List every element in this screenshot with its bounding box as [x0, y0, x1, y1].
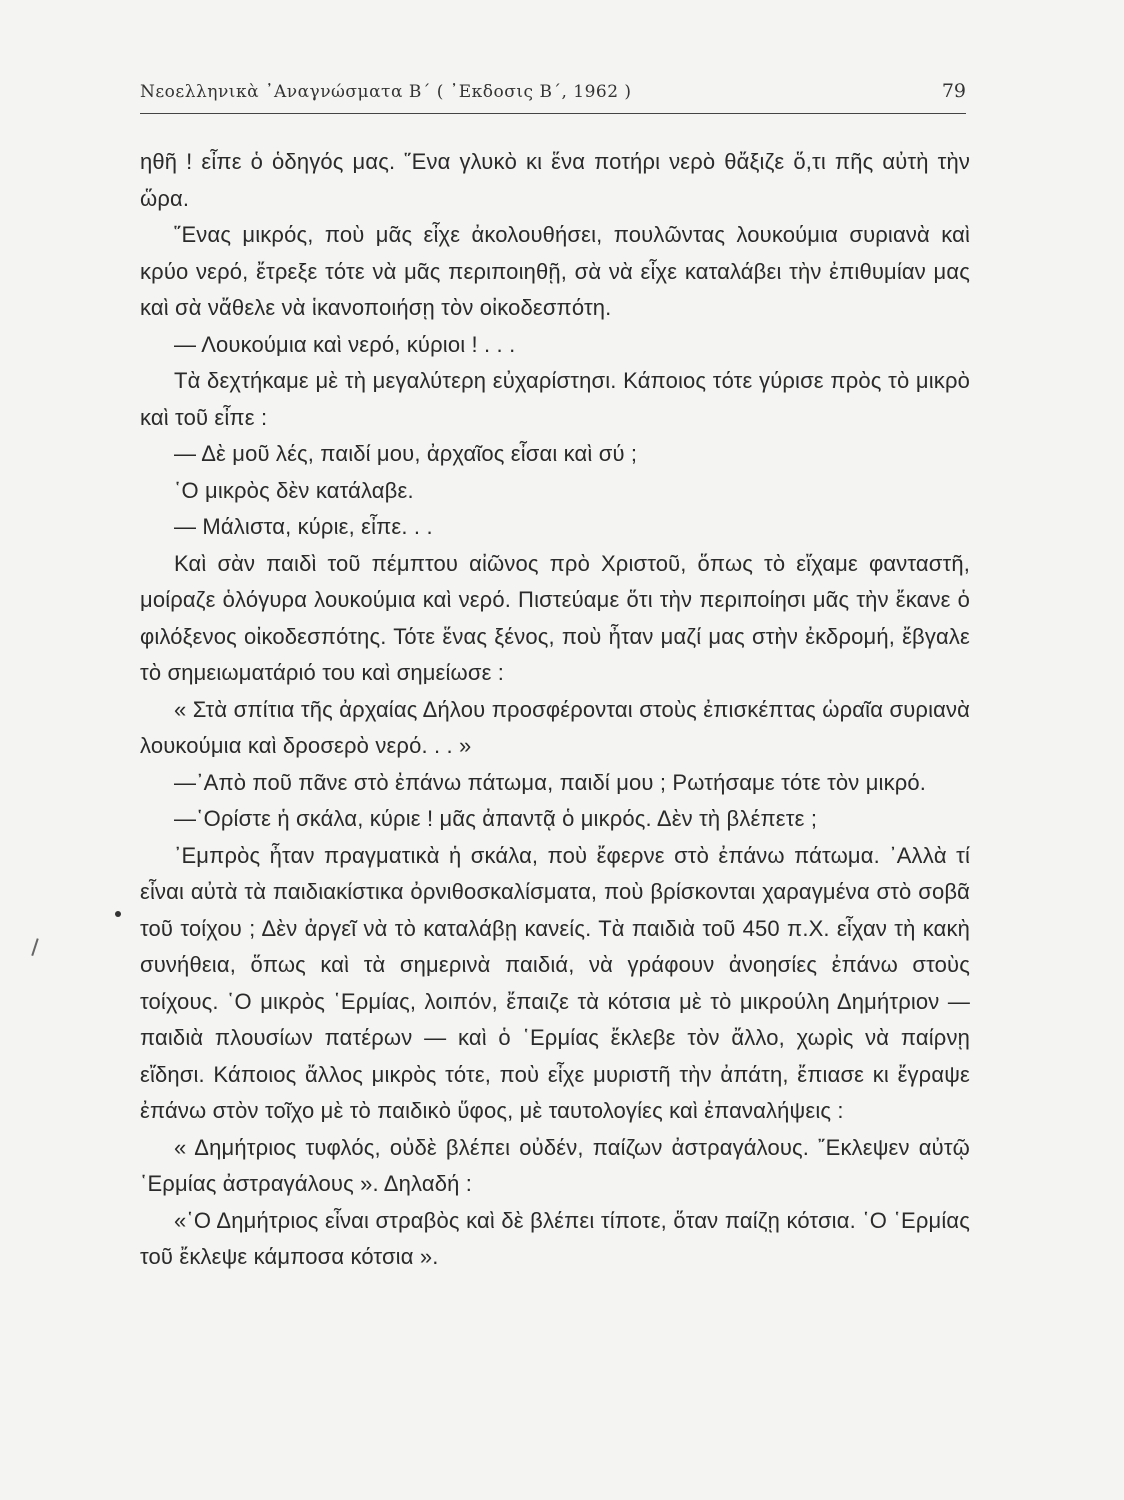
margin-tick-mark	[31, 938, 38, 956]
dialogue-line: — Δὲ μοῦ λές, παιδί μου, ἀρχαῖος εἶσαι καὶ σύ ;	[174, 441, 638, 466]
running-header	[140, 78, 966, 108]
dialogue-line: —᾿Απὸ ποῦ πᾶνε στὸ ἐπάνω πάτωμα, παιδί μου ; Ρωτήσαμε τότε τὸν μικρό.	[174, 769, 927, 795]
paragraph: ῾Ο μικρὸς δὲν κατάλαβε.	[174, 477, 414, 503]
margin-dot-mark	[115, 911, 121, 917]
dialogue-line: — Μάλιστα, κύριε, εἶπε. . .	[174, 514, 433, 539]
paragraph: Καὶ σὰν παιδὶ τοῦ πέμπτου αἰῶνος πρὸ Χριστοῦ, ὅπως τὸ εἴχαμε φανταστῆ, μοίραζε ὁλόγυρα λουκούμια καὶ νερό. Πιστεύαμε ὅτι τὴν περιποίησι μᾶς τὴν ἔκανε ὁ φιλόξενος οἰκοδεσπότης. Τότε ἕνας ξένος, ποὺ ἦταν μαζί μας στὴν ἐκδρομή, ἔβγαλε τὸ σημειωματάριό του καὶ σημείωσε :	[140, 550, 970, 685]
body-text	[140, 144, 970, 1276]
page-number: 79	[941, 80, 966, 102]
dialogue-line: —῾Ορίστε ἡ σκάλα, κύριε ! μᾶς ἀπαντᾷ ὁ μικρός. Δὲν τὴ βλέπετε ;	[174, 806, 818, 831]
header-rule	[140, 113, 966, 114]
paragraph: ᾿Εμπρὸς ἦταν πραγματικὰ ἡ σκάλα, ποὺ ἔφερνε στὸ ἐπάνω πάτωμα. ᾿Αλλὰ τί εἶναι αὐτὰ τὰ παιδιακίστικα ὀρνιθοσκαλίσματα, ποὺ βρίσκονται χαραγμένα στὸ σοβᾶ τοῦ τοίχου ; Δὲν ἀργεῖ νὰ τὸ καταλάβῃ κανείς. Τὰ παιδιὰ τοῦ 450 π.Χ. εἶχαν τὴ κακὴ συνήθεια, ὅπως καὶ τὰ σημερινὰ παιδιά, νὰ γράφουν ἀνοησίες ἐπάνω στοὺς τοίχους. ῾Ο μικρὸς ῾Ερμίας, λοιπόν, ἔπαιζε τὰ κότσια μὲ τὸ μικρούλη Δημήτριον — παιδιὰ πλουσίων πατέρων — καὶ ὁ ῾Ερμίας ἔκλεβε τὸν ἄλλο, χωρὶς νὰ παίρνῃ εἴδησι. Κάποιος ἄλλος μικρὸς τότε, ποὺ εἶχε μυριστῆ τὴν ἀπάτη, ἔπιασε κι ἔγραψε ἐπάνω στὸν τοῖχο μὲ τὸ παιδικὸ ὕφος, μὲ ταυτολογίες καὶ ἐπαναλήψεις :	[140, 842, 970, 1123]
quotation: « Στὰ σπίτια τῆς ἀρχαίας Δήλου προσφέρονται στοὺς ἐπισκέπτας ὡραῖα συριανὰ λουκούμια καὶ δροσερὸ νερό. . . »	[140, 696, 970, 758]
quotation: « Δημήτριος τυφλός, οὐδὲ βλέπει οὐδέν, παίζων ἀστραγάλους. ῎Εκλεψεν αὐτῷ ῾Ερμίας ἀστραγάλους ». Δηλαδή :	[140, 1134, 970, 1196]
paragraph: ηθῆ ! εἶπε ὁ ὁδηγός μας. ῞Ενα γλυκὸ κι ἕνα ποτήρι νερὸ θἄξιζε ὅ,τι πῆς αὐτὴ τὴν ὥρα.	[140, 149, 970, 211]
paragraph: ῞Ενας μικρός, ποὺ μᾶς εἶχε ἀκολουθήσει, πουλῶντας λουκούμια συριανὰ καὶ κρύο νερό, ἔτρεξε τότε νὰ μᾶς περιποιηθῇ, σὰ νὰ εἶχε καταλάβει τὴν ἐπιθυμίαν μας καὶ σὰ νἄθελε νὰ ἱκανοποιήσῃ τὸν οἰκοδεσπότη.	[140, 222, 970, 320]
quotation: «῾Ο Δημήτριος εἶναι στραβὸς καὶ δὲ βλέπει τίποτε, ὅταν παίζῃ κότσια. ῾Ο ῾Ερμίας τοῦ ἔκλεψε κάμποσα κότσια ».	[140, 1207, 970, 1269]
dialogue-line: — Λουκούμια καὶ νερό, κύριοι ! . . .	[174, 331, 516, 357]
running-title: Νεοελληνικὰ ᾿Αναγνώσματα Β΄ ( ᾿Εκδοσις Β΄, 1962 )	[140, 82, 632, 102]
paragraph: Τὰ δεχτήκαμε μὲ τὴ μεγαλύτερη εὐχαρίστησι. Κάποιος τότε γύρισε πρὸς τὸ μικρὸ καὶ τοῦ εἶπε :	[140, 368, 970, 430]
